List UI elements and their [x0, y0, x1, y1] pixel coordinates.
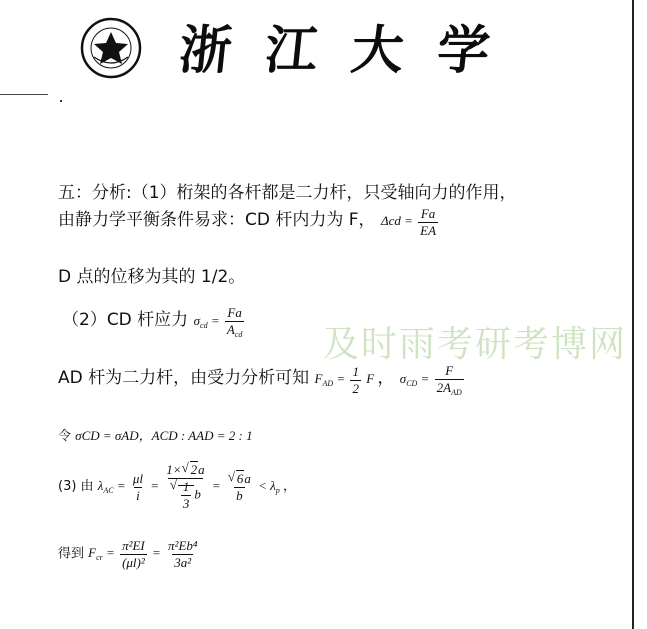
frac-den: (μl)² — [122, 555, 145, 570]
delta-cd-lhs: Δcd = — [380, 213, 413, 228]
f-symbol: F — [88, 545, 97, 561]
frac-den: b — [236, 487, 243, 503]
equals: = — [106, 545, 115, 561]
frac-den: 2 — [352, 380, 359, 396]
result-fraction — [166, 538, 199, 571]
den-sub: AD — [451, 388, 462, 398]
den-main: A — [226, 322, 235, 338]
sqrt-one-third — [170, 479, 195, 512]
var-b: b — [194, 486, 201, 502]
f-rhs: F — [366, 371, 375, 386]
f-sub: AD — [322, 379, 334, 388]
equals: = — [152, 545, 161, 561]
sqrt-six — [228, 471, 245, 487]
f-symbol: F — [314, 371, 323, 386]
less-than: < — [258, 477, 267, 493]
equals: = — [150, 477, 160, 493]
slenderness-formula — [97, 462, 283, 511]
radicand — [178, 479, 195, 511]
fa-over-ea — [418, 206, 438, 239]
sqrt-two — [182, 462, 199, 478]
lambda-sub: AC — [103, 485, 114, 495]
line2-text: 由静力学平衡条件易求：CD 杆内力为 F， — [58, 210, 376, 230]
equals: = — [420, 371, 430, 386]
line4-text: （2）CD 杆应力 — [62, 310, 189, 330]
frac-num — [226, 471, 253, 487]
comma: ， — [283, 478, 297, 494]
equals: = — [336, 371, 346, 386]
radicand: 2 — [190, 462, 198, 477]
line5-text: AD 杆为二力杆，由受力分析可知 — [58, 368, 310, 388]
sigma-cd-force-formula — [399, 363, 466, 398]
analysis-line-6 — [58, 425, 253, 444]
frac-den: 3 — [182, 496, 190, 511]
f-ad-formula — [314, 363, 378, 396]
equals: = — [210, 313, 220, 328]
page-border — [632, 0, 634, 629]
f-sub: cr — [96, 553, 103, 563]
frac-num: Fa — [227, 305, 242, 321]
sigma-sub: cd — [200, 321, 208, 330]
frac-den: EA — [420, 222, 437, 238]
frac-num — [164, 462, 206, 478]
sigma-sub: CD — [406, 379, 418, 388]
line7-prefix: (3) 由 — [58, 478, 94, 494]
sigma-symbol: σ — [193, 313, 201, 328]
line6-prefix: 令 — [58, 429, 72, 444]
fa-over-acd — [225, 305, 245, 339]
analysis-line-1: 五：分析:（1）桁架的各杆都是二力杆，只受轴向力的作用， — [58, 183, 517, 203]
frac-den: i — [136, 487, 140, 503]
frac-den — [435, 379, 464, 397]
delta-cd-formula — [380, 205, 440, 238]
var-a: a — [244, 470, 251, 486]
sigma-symbol: σ — [399, 371, 407, 386]
header-rule — [0, 94, 48, 95]
equals: = — [116, 477, 126, 493]
critical-force-formula — [88, 538, 201, 570]
comma: ， — [377, 368, 395, 388]
frac-num: √ 1 — [182, 479, 190, 494]
f-over-2aad — [435, 363, 464, 397]
frac-num: F — [445, 363, 454, 379]
analysis-line-4 — [62, 305, 246, 339]
frac-den — [168, 478, 203, 512]
analysis-line-8 — [58, 538, 201, 571]
den-main: 2A — [436, 380, 452, 396]
lambda-symbol: λ — [97, 477, 104, 493]
frac-num: Fa — [420, 205, 436, 221]
ratio-formula: σCD = σAD，ACD : AAD = 2 : 1 — [75, 428, 253, 443]
sigma-cd-formula — [193, 305, 247, 340]
equals: = — [211, 477, 221, 493]
stray-mark — [60, 100, 62, 102]
lambda-p-sub: p — [275, 485, 280, 495]
analysis-line-2 — [58, 205, 440, 239]
frac-den — [225, 321, 245, 339]
frac-num: π²Eb⁴ — [168, 538, 198, 553]
university-name-calligraphy: 浙江大学 — [176, 20, 527, 81]
line8-prefix: 得到 — [58, 546, 85, 562]
frac-num: 1 — [352, 363, 359, 379]
frac-num: μl — [132, 470, 143, 486]
one-third — [181, 479, 192, 512]
mul-over-i — [131, 471, 145, 504]
euler-fraction — [120, 538, 147, 571]
analysis-line-3: D 点的位移为其的 1/2。 — [58, 267, 246, 287]
lambda-p-symbol: λ — [270, 477, 276, 493]
university-seal-logo — [80, 17, 142, 79]
analysis-line-5 — [58, 363, 466, 397]
var-a: a — [198, 462, 205, 477]
coef: 1× — [166, 462, 182, 477]
radicand: 6 — [236, 470, 244, 486]
analysis-line-7 — [58, 462, 296, 512]
frac-num: π²EI — [122, 538, 145, 553]
den-sub: cd — [234, 330, 243, 340]
frac-den: 3a² — [174, 555, 192, 570]
watermark: 及时雨考研考博网 — [323, 324, 628, 365]
one-half — [350, 364, 361, 397]
sqrt-ratio-fraction — [164, 462, 206, 512]
sqrt6a-over-b — [226, 471, 253, 504]
